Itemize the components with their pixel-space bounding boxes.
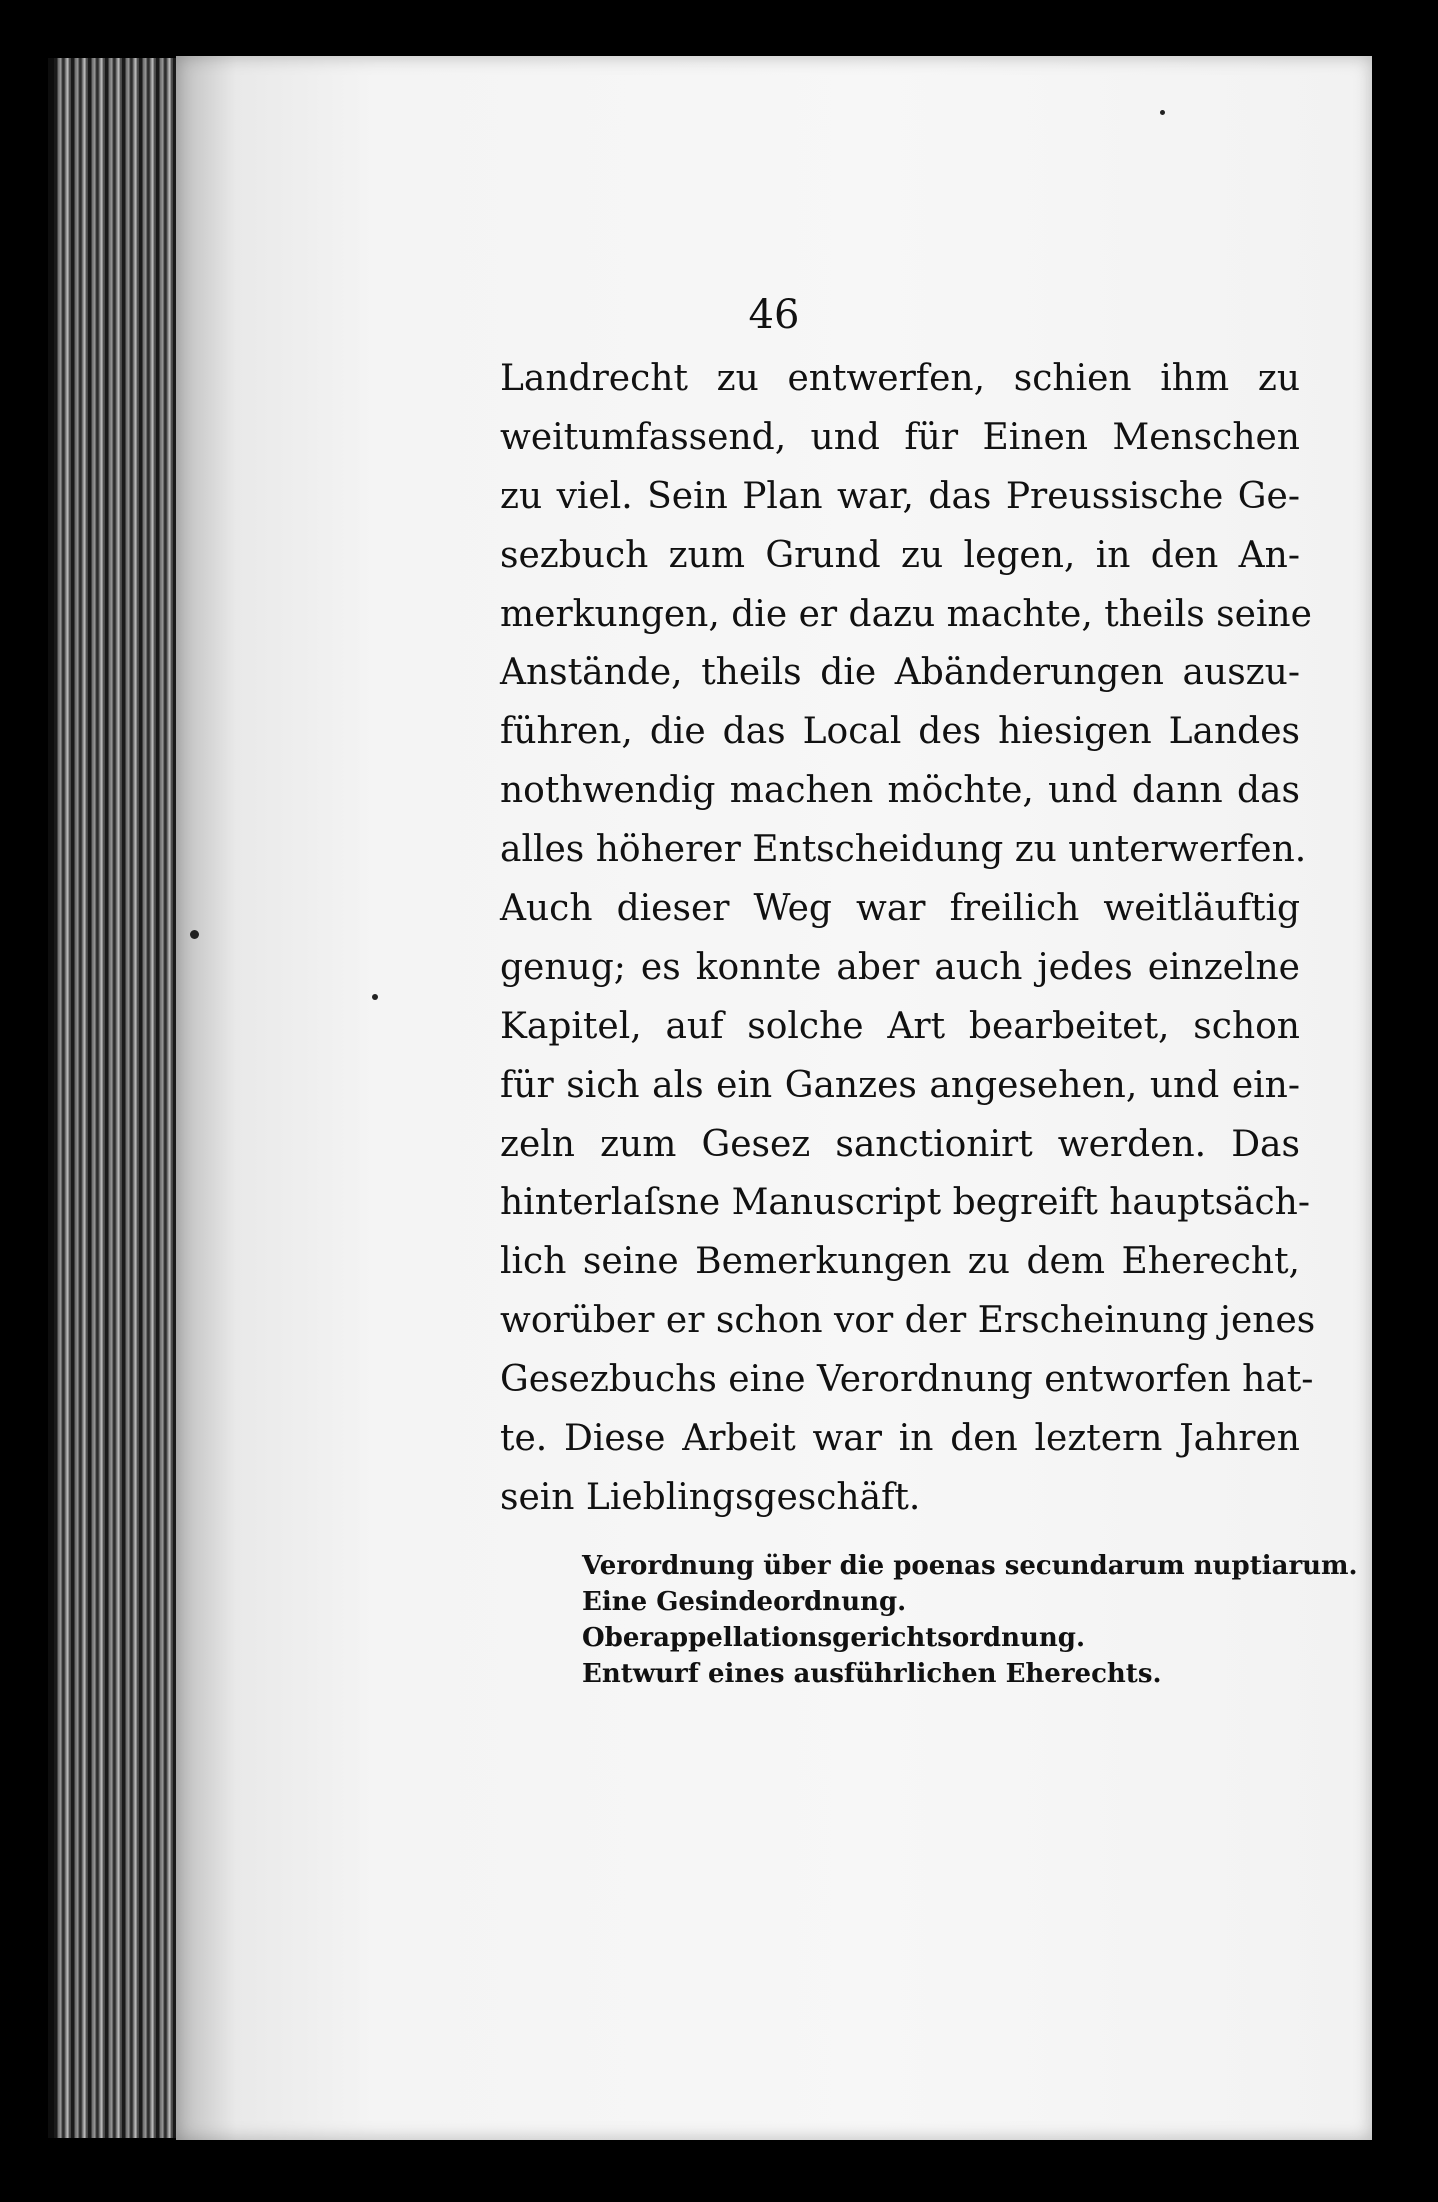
text-line: sezbuch zum Grund zu legen, in den An-: [500, 534, 1300, 576]
text-line: für sich als ein Ganzes angesehen, und ein-: [500, 1064, 1300, 1106]
text-line: sein Lieblingsgeschäft.: [500, 1476, 921, 1518]
text-line: führen, die das Local des hiesigen Landes: [500, 711, 1300, 753]
text-line: zeln zum Gesez sanctionirt werden. Das: [500, 1123, 1300, 1165]
text-line: genug; es konnte aber auch jedes einzelne: [500, 946, 1300, 988]
text-line: merkungen, die er dazu machte, theils seine: [500, 593, 1312, 635]
text-line: nothwendig machen möchte, und dann das: [500, 770, 1300, 812]
text-line: zu viel. Sein Plan war, das Preussische Ge-: [500, 475, 1300, 517]
ink-speck: [190, 930, 199, 939]
text-line: Kapitel, auf solche Art bearbeitet, schon: [500, 1005, 1300, 1047]
footnote-item: Oberappellationsgerichtsordnung.: [582, 1623, 1086, 1653]
footnote-list: [582, 1548, 1358, 1692]
page-number: 46: [748, 292, 800, 338]
text-line: worüber er schon vor der Erscheinung jenes: [500, 1300, 1316, 1342]
body-text: [500, 350, 1316, 1528]
text-line: Gesezbuchs eine Verordnung entworfen hat-: [500, 1359, 1314, 1401]
text-line: hinterlaſsne Manuscript begreift hauptsäch-: [500, 1182, 1311, 1224]
text-line: Anstände, theils die Abänderungen auszu-: [500, 652, 1300, 694]
ink-speck: [1160, 110, 1165, 115]
footnote-item: Entwurf eines ausführlichen Eherechts.: [582, 1659, 1162, 1689]
footnote-item: Verordnung über die poenas secundarum nuptiarum.: [582, 1551, 1358, 1581]
ink-speck: [372, 994, 378, 1000]
text-line: Auch dieser Weg war freilich weitläuftig: [500, 888, 1300, 930]
text-line: Landrecht zu entwerfen, schien ihm zu: [500, 358, 1300, 399]
text-line: alles höherer Entscheidung zu unterwerfen.: [500, 829, 1307, 871]
text-line: weitumfassend, und für Einen Menschen: [500, 416, 1300, 458]
footnote-item: Eine Gesindeordnung.: [582, 1587, 907, 1617]
text-line: te. Diese Arbeit war in den leztern Jahren: [500, 1418, 1300, 1460]
text-line: lich seine Bemerkungen zu dem Eherecht,: [500, 1241, 1300, 1283]
